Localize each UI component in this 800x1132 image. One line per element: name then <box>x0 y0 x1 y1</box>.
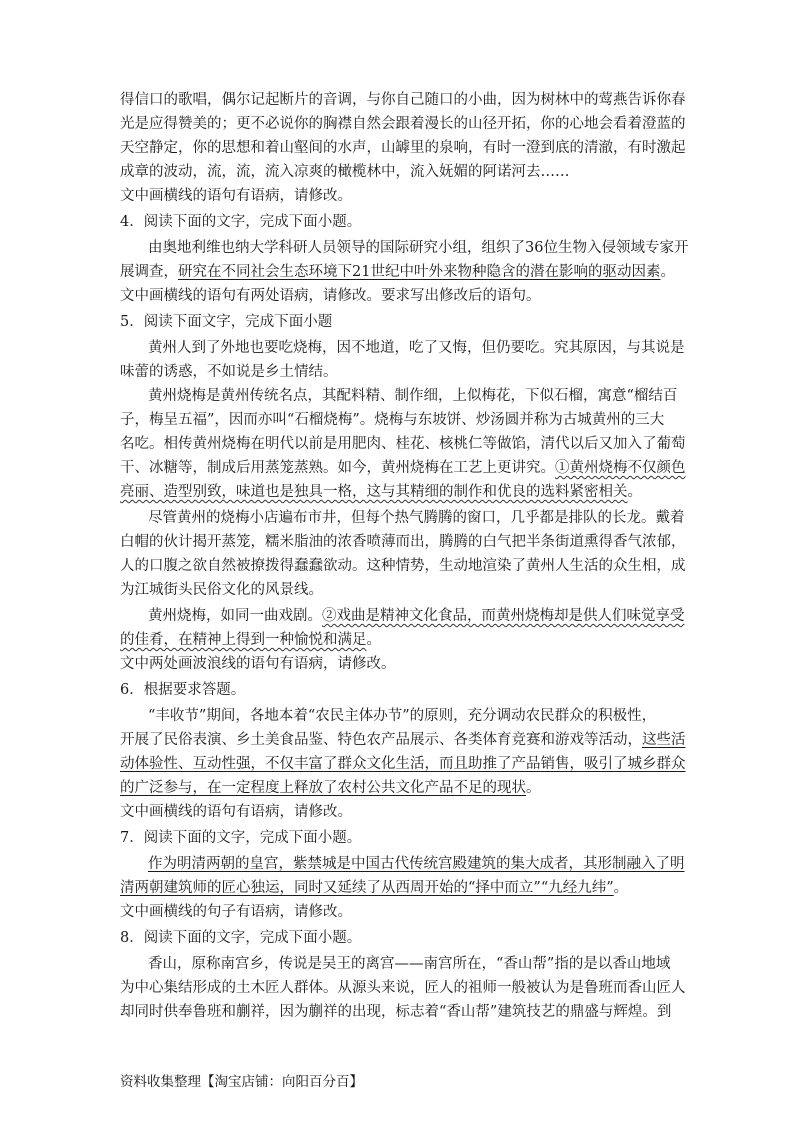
text-line: 为江城街头民俗文化的风景线。 <box>120 582 323 598</box>
text-line: 黄州烧梅，如同一曲戏剧。②戏曲是精神文化食品，而黄州烧梅却是供人们味觉享受 <box>148 608 685 624</box>
text-line: 的佳肴，在精神上得到一种愉悦和满足。 <box>120 632 381 648</box>
question-heading: 8．阅读下面的文字，完成下面小题。 <box>120 930 362 946</box>
wavy-sentence-1: 亮丽、造型别致，味道也是独具一格，这与其精细的制作和优良的选料紧密相关 <box>120 484 628 500</box>
underlined-sentence: 作为明清两朝的皇宫，紫禁城是中国古代传统宫殿建筑的集大成者，其形制融入了明 <box>148 856 685 872</box>
text-line <box>148 852 685 876</box>
text-line: 展调查，研究在不同社会生态环境下21世纪中叶外来物种隐含的潜在影响的驱动因素。 <box>120 264 675 280</box>
text-line: 的广泛参与，在一定程度上释放了农村公共文化产品不足的现状。 <box>120 780 541 796</box>
text-line: 开展了民俗表演、乡土美食品鉴、特色农产品展示、各类体育竞赛和游戏等活动，这些活 <box>120 732 686 748</box>
text-line: 由奥地利维也纳大学科研人员领导的国际研究小组，组织了36位生物入侵领域专家开 <box>148 240 689 256</box>
text-line <box>120 752 686 776</box>
wavy-sentence-2: 的佳肴，在精神上得到一种愉悦和满足 <box>120 632 367 648</box>
text-line: 名吃。相传黄州烧梅在明代以前是用肥肉、桂花、核桃仁等做馅，清代以后又加入了葡萄 <box>120 436 686 452</box>
text-line: “丰收节”期间，各地本着“农民主体办节”的原则，充分调动农民群众的积极性， <box>148 708 657 724</box>
question-heading: 5．阅读下面文字，完成下面小题 <box>120 314 333 330</box>
text-line: 人的口腹之欲自然被撩拨得蠢蠢欲动。这种情势，生动地渲染了黄州人生活的众生相，成 <box>120 558 686 574</box>
text-line: 干、冰糖等，制成后用蒸笼蒸熟。如今，黄州烧梅在工艺上更讲究。①黄州烧梅不仅颜色 <box>120 460 686 476</box>
wavy-sentence-2: ②戏曲是精神文化食品，而黄州烧梅却是供人们味觉享受 <box>322 608 685 624</box>
wavy-sentence-1: ①黄州烧梅不仅颜色 <box>555 460 686 476</box>
text-line: 尽管黄州的烧梅小店遍布市井，但每个热气腾腾的窗口，几乎都是排队的长龙。戴着 <box>148 510 685 526</box>
question-prompt: 文中画横线的语句有两处语病，请修改。要求写出修改后的语句。 <box>120 288 541 304</box>
text-line: 为中心集结形成的土木匠人群体。从源头来说，匠人的祖师一般被认为是鲁班而香山匠人 <box>120 980 686 996</box>
underlined-sentence: 清两朝建筑师的匠心独运，同时又延续了从西周开始的“择中而立”“九经九纬” <box>120 880 614 896</box>
question-heading: 6．根据要求答题。 <box>120 682 246 698</box>
text-line: 子，梅呈五福”，因而亦叫“石榴烧梅”。烧梅与东坡饼、炒汤圆并称为古城黄州的三大 <box>120 412 665 428</box>
page-footer: 资料收集整理【淘宝店铺：向阳百分百】 <box>120 1074 363 1090</box>
text-line: 成章的波动，流，流，流入凉爽的橄榄林中，流入妩媚的阿诺河去…… <box>120 164 570 180</box>
text-line: 亮丽、造型别致，味道也是独具一格，这与其精细的制作和优良的选料紧密相关。 <box>120 484 642 500</box>
question-prompt: 文中画横线的句子有语病，请修改。 <box>120 904 352 920</box>
underlined-sentence: 动体验性、互动性强，不仅丰富了群众文化生活，而且助推了产品销售，吸引了城乡群众 <box>120 756 686 772</box>
underlined-sentence: 研究在不同社会生态环境下21世纪中叶外来物种隐含的潜在影响的驱动因素 <box>178 264 661 280</box>
text-line: 白帽的伙计揭开蒸笼，糯米脂油的浓香喷薄而出，腾腾的白气把半条街道熏得香气浓郁， <box>120 534 686 550</box>
text-line: 味蕾的诱惑，不如说是乡土情结。 <box>120 364 338 380</box>
text-line: 得信口的歌唱，偶尔记起断片的音调，与你自己随口的小曲，因为树林中的莺燕告诉你春 <box>120 92 686 108</box>
text-line: 黄州烧梅是黄州传统名点，其配料精、制作细，上似梅花，下似石榴，寓意“榴结百 <box>148 388 678 404</box>
question-heading: 4．阅读下面的文字，完成下面小题。 <box>120 214 362 230</box>
text-line: 香山，原称南宫乡，传说是吴王的离宫——南宫所在，“香山帮”指的是以香山地域 <box>148 956 671 972</box>
text-line: 光是应得赞美的；更不必说你的胸襟自然会跟着漫长的山径开拓，你的心地会看着澄蓝的 <box>120 116 686 132</box>
underlined-sentence: 的广泛参与，在一定程度上释放了农村公共文化产品不足的现状 <box>120 780 526 796</box>
question-prompt: 文中画横线的语句有语病，请修改。 <box>120 188 352 204</box>
question-heading: 7．阅读下面的文字，完成下面小题。 <box>120 830 362 846</box>
text-line: 天空静定，你的思想和着山壑间的水声，山罅里的泉响，有时一澄到底的清澈，有时激起 <box>120 140 686 156</box>
underlined-sentence: 这些活 <box>642 732 686 748</box>
question-prompt: 文中两处画波浪线的语句有语病，请修改。 <box>120 656 396 672</box>
text-line: 清两朝建筑师的匠心独运，同时又延续了从西周开始的“择中而立”“九经九纬”。 <box>120 880 629 896</box>
question-prompt: 文中画横线的语句有语病，请修改。 <box>120 804 352 820</box>
text-line: 却同时供奉鲁班和蒯祥，因为蒯祥的出现，标志着“香山帮”建筑技艺的鼎盛与辉煌。到 <box>120 1004 672 1020</box>
text-line: 黄州人到了外地也要吃烧梅，因不地道，吃了又悔，但仍要吃。究其原因，与其说是 <box>148 340 685 356</box>
